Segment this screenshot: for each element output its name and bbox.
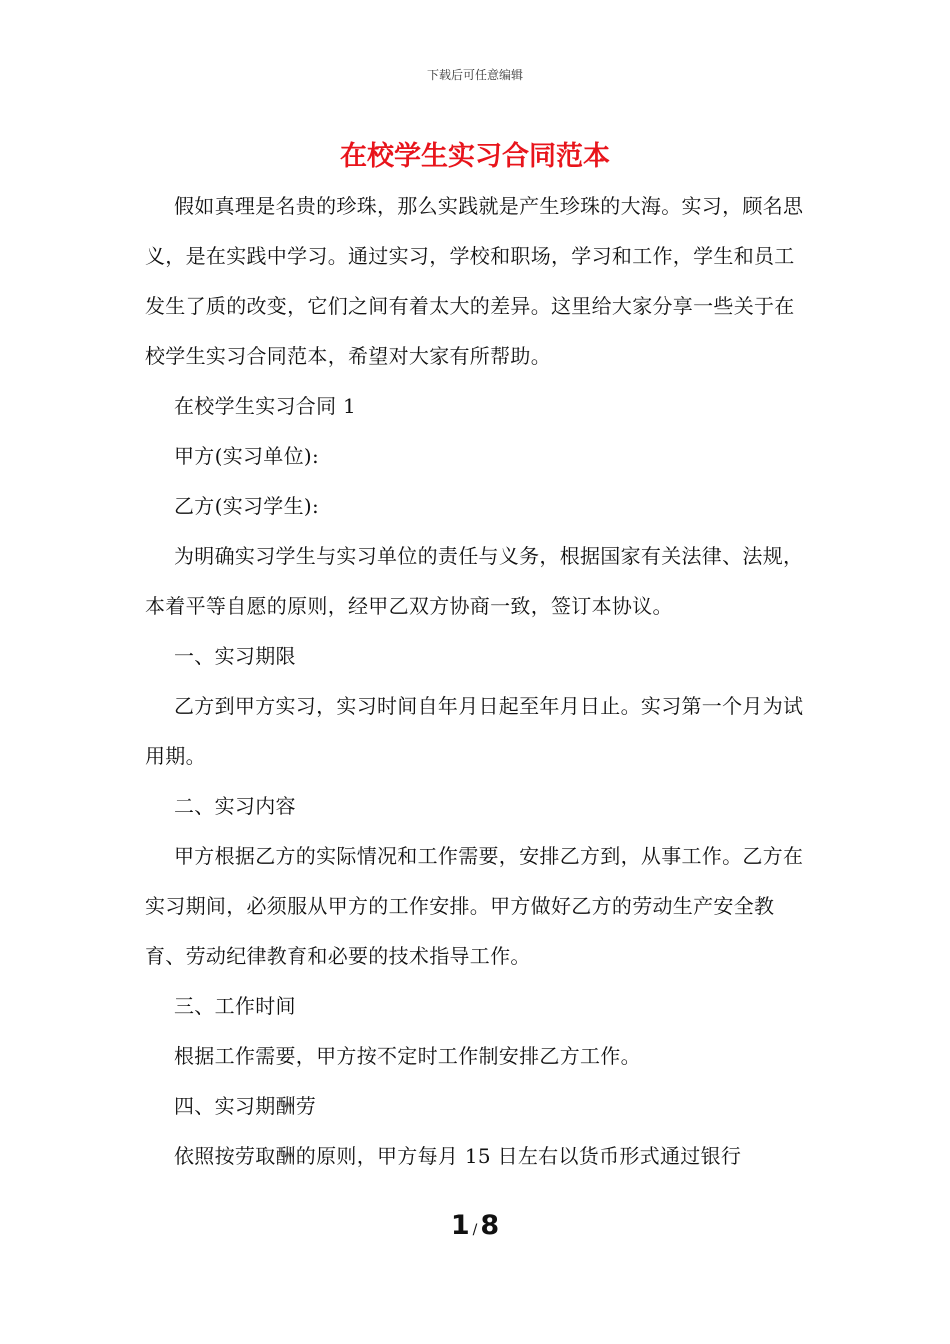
section-heading-period: 一、实习期限	[174, 644, 296, 668]
paragraph-pay: 依照按劳取酬的原则，甲方每月 15 日左右以货币形式通过银行	[174, 1144, 742, 1168]
paragraph-intro: 假如真理是名贵的珍珠，那么实践就是产生珍珠的大海。实习，顾名思义，是在实践中学习。通过实习，学校和职场，学习和工作，学生和员工发生了质的改变，它们之间有着太大的差异。这里给大家分享一些关于在校学生实习合同范本，希望对大家有所帮助。	[145, 194, 804, 368]
paragraph-hours: 根据工作需要，甲方按不定时工作制安排乙方工作。	[174, 1044, 641, 1068]
party-b-line: 乙方(实习学生):	[174, 494, 320, 518]
document-body	[145, 181, 810, 1181]
section-heading-pay: 四、实习期酬劳	[174, 1094, 317, 1118]
page-separator: /	[472, 1222, 478, 1238]
page-indicator	[0, 1210, 950, 1241]
page-header-note: 下载后可任意编辑	[426, 68, 523, 82]
current-page-number: 1	[450, 1210, 470, 1241]
section-heading-content: 二、实习内容	[174, 794, 296, 818]
total-page-count: 8	[480, 1210, 500, 1241]
paragraph-purpose: 为明确实习学生与实习单位的责任与义务，根据国家有关法律、法规，本着平等自愿的原则，经甲乙双方协商一致，签订本协议。	[145, 544, 804, 618]
paragraph-content: 甲方根据乙方的实际情况和工作需要，安排乙方到，从事工作。乙方在实习期间，必须服从甲方的工作安排。甲方做好乙方的劳动生产安全教育、劳动纪律教育和必要的技术指导工作。	[145, 844, 804, 968]
document-title: 在校学生实习合同范本	[340, 141, 610, 172]
section-heading-hours: 三、工作时间	[174, 994, 296, 1018]
contract-heading: 在校学生实习合同 1	[174, 394, 357, 418]
party-a-line: 甲方(实习单位):	[174, 444, 320, 468]
paragraph-period: 乙方到甲方实习，实习时间自年月日起至年月日止。实习第一个月为试用期。	[145, 694, 804, 768]
